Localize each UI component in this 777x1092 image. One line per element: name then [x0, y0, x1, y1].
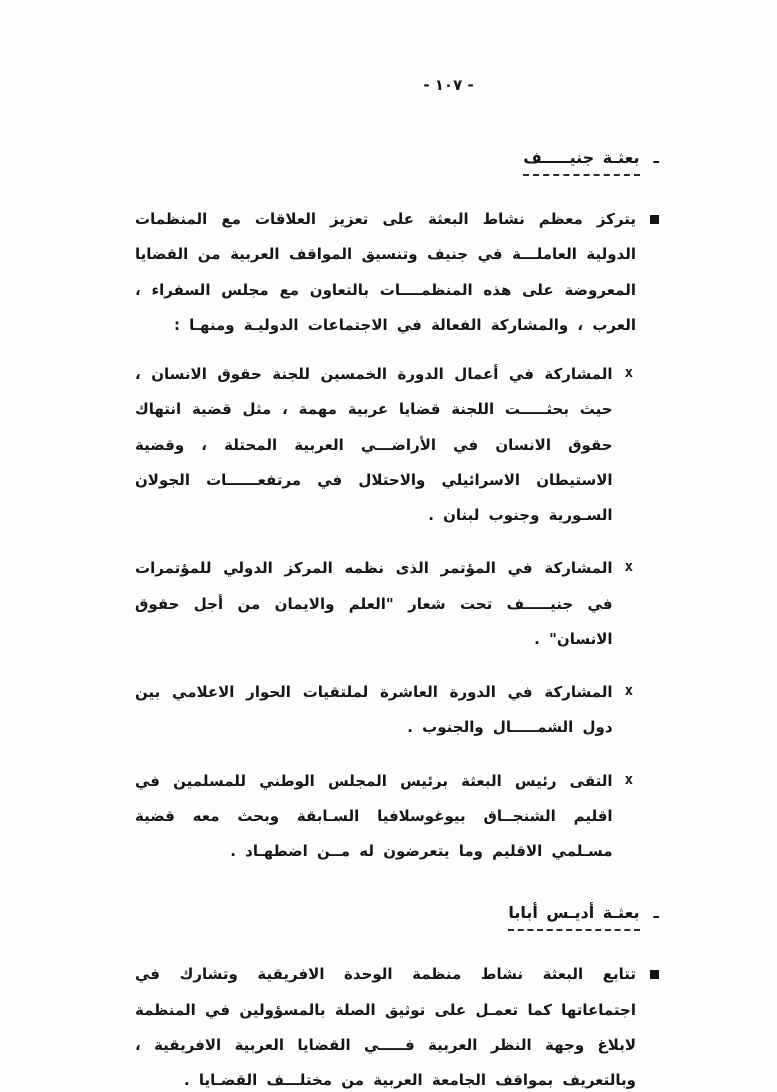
bullet-text-addis-activity: تتابع البعثة نشاط منظمة الوحدة الافريقية وتشارك في اجتماعاتها كما تعمـل على توثيق الصلة بالمسؤولين في المنظمة لابلاغ وجهة النظر العربية فـــــي القضايا العربية الافريقية ، وبالتعريف بمواقف الجامعة العربية من مختلـــف القضـايا . [135, 965, 636, 1089]
subitem-text-geneva-conference: المشاركة في المؤتمر الذى نظمه المركز الدولي للمؤتمرات في جنيـــــف تحت شعار "العلم والايمان من أجل حقوق الانسان" . [135, 559, 613, 648]
heading-text-geneva: بعثـة جنيـــــف [523, 148, 639, 176]
page-content [135, 148, 659, 1092]
x-bullet-icon: x [624, 771, 633, 788]
x-bullet-icon: x [624, 683, 633, 699]
bullet-addis-activity [135, 957, 659, 1092]
subitem-sandzak-meeting [135, 764, 633, 870]
subitems-geneva [135, 357, 659, 869]
x-bullet-icon: x [624, 365, 633, 381]
square-bullet-icon [650, 970, 659, 979]
section-heading-addis [135, 903, 659, 931]
bullet-text-geneva-activity: يتركز معظم نشاط البعثة على تعزيز العلاقات مع المنظمات الدولية العاملـــة في جنيف وتنسيق المواقف العربية من القضايا المعروضة على هذه المنظمــــات بالتعاون مع مجلس السفراء ، العرب ، والمشاركة الفعالة في الاجتماعات الدوليـة ومنهـا : [135, 210, 636, 334]
bullet-geneva-activity [135, 202, 659, 343]
section-addis-ababa-mission [135, 903, 659, 1092]
x-bullet-icon: x [624, 559, 633, 576]
subitem-human-rights-session [135, 357, 633, 533]
section-heading-geneva [135, 148, 659, 176]
page-number: - ١٠٧ - [423, 76, 474, 94]
subitem-text-sandzak-meeting: التقى رئيس البعثة برئيس المجلس الوطني للمسلمين في اقليم الشنجــاق بيوغوسلافيا السـابقة وبحث معه قضية مسـلمي الاقليم وما يتعرضون له مــن اضطهـاد . [135, 771, 613, 860]
heading-text-addis: بعثـة أديـس أبابا [508, 903, 639, 931]
section-geneva-mission [135, 148, 659, 869]
heading-dash: ـ [653, 148, 659, 167]
subitem-media-dialogue [135, 675, 633, 746]
subitem-text-media-dialogue: المشاركة في الدورة العاشرة لملتقيات الحوار الاعلامي بين دول الشمـــــال والجنوب . [135, 683, 613, 737]
heading-dash: ـ [653, 903, 659, 923]
subitem-geneva-conference [135, 551, 633, 657]
subitem-text-human-rights-session: المشاركة في أعمال الدورة الخمسين للجنة حقوق الانسان ، حيث بحثـــــت اللجنة قضايا عربية مهمة ، مثل قضية انتهاك حقوق الانسان في الأراضـــي العربية المحتلة ، وقضية الاستيطان الاسرائيلي والاحتلال في مرتفعــــــات الجولان السـورية وجنوب لبنان . [135, 365, 613, 524]
square-bullet-icon [650, 215, 659, 224]
